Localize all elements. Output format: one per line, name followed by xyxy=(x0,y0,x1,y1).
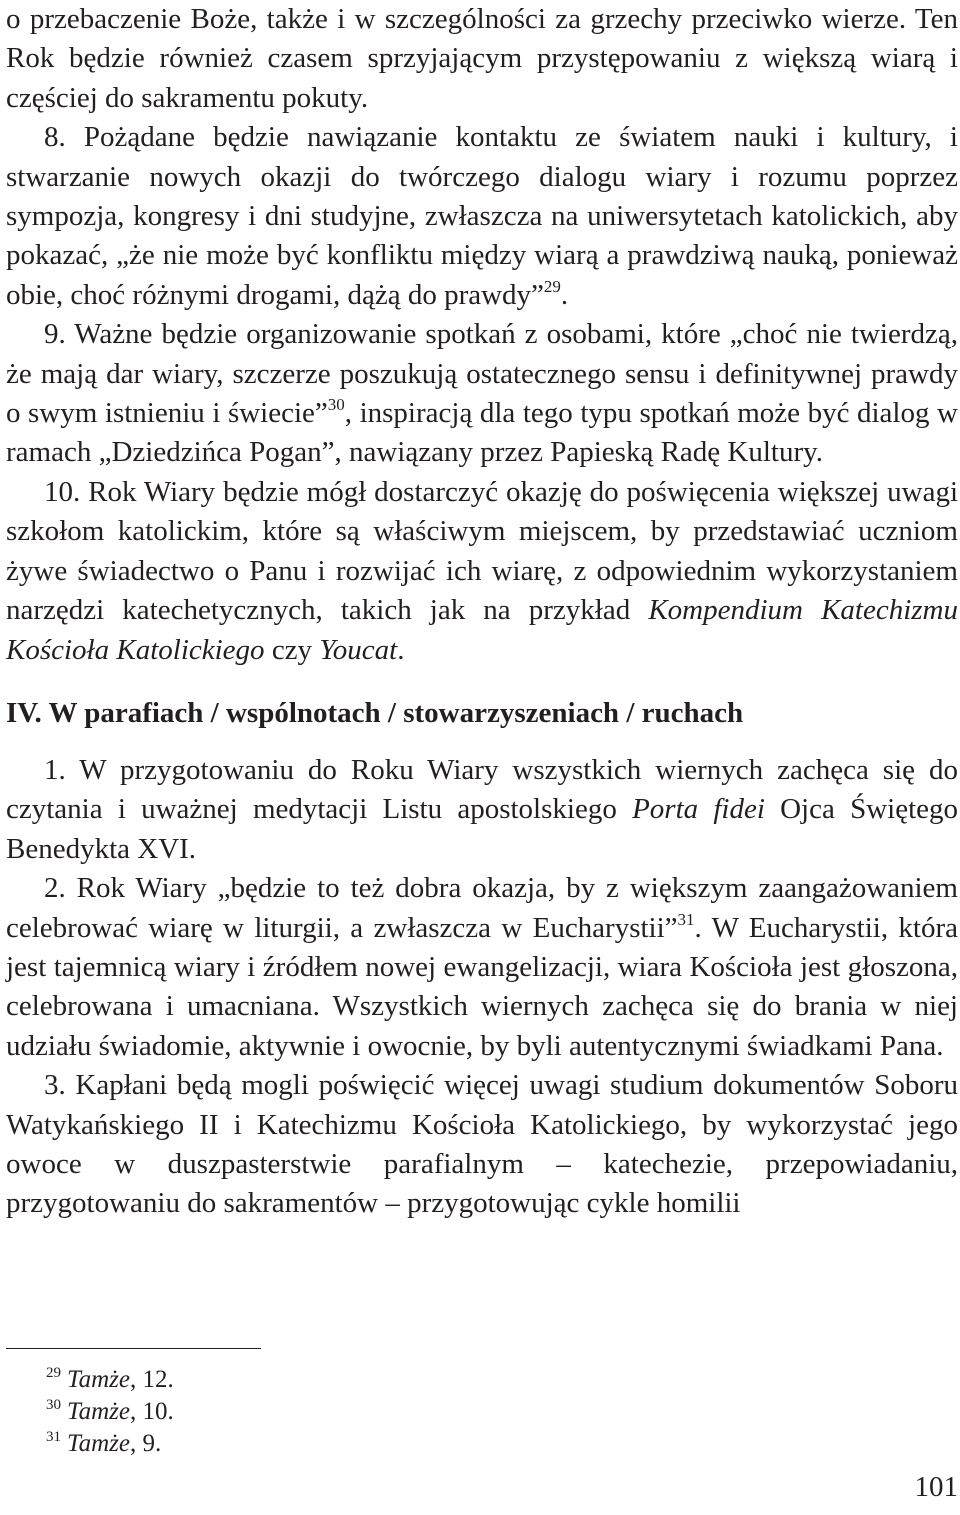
paragraph-text: 10. Rok Wiary będzie mógł dostarczyć okazję do poświęcenia większej uwagi szkołom katolickim, które są właściwym miejscem, by przedstawiać uczniom żywe świadectwo o Panu i rozwijać ich wiarę, z odpowiednim wykorzystaniem narzędzi katechetycznych, takich jak na przykład xyxy=(6,475,958,627)
footnote-ref-30[interactable]: 30 xyxy=(327,395,345,415)
footnote-ref-29[interactable]: 29 xyxy=(543,276,561,296)
paragraph-text: . W Eucharystii, która jest tajemnicą wiary i źródłem nowej ewangelizacji, wiara Kościoła jest głoszona, celebrowana i umacniana. Wszystkich wiernych zachęca się do brania w niej udziału świadomie, aktywnie i owocnie, by byli autentycznymi świadkami Pana. xyxy=(6,911,958,1062)
italic-title: Youcat xyxy=(319,633,398,666)
footnote-divider xyxy=(6,1348,261,1349)
italic-title: Kompendium Katechizmu Kościoła Katolickiego xyxy=(6,594,959,666)
paragraph-10: 10. Rok Wiary będzie mógł dostarczyć okazję do poświęcenia większej uwagi szkołom katolickim, które są właściwym miejscem, by przedstawiać uczniom żywe świadectwo o Panu i rozwijać ich wiarę, z odpowiednim wykorzystaniem narzędzi katechetycznych, takich jak na przykład Kompendium Katechizmu Kościoła Katolickiego czy Youcat. xyxy=(6,475,959,666)
section-heading: IV. W parafiach / wspólnotach / stowarzyszeniach / ruchach xyxy=(6,696,744,729)
paragraph-text: o przebaczenie Boże, także i w szczególności za grzechy przeciwko wierze. Ten Rok będzie również czasem sprzyjającym przystępowaniu z większą wiarą i częściej do sakramentu pokuty. xyxy=(6,3,958,114)
footnote: $^{29}$ Tamże, 12. xyxy=(46,1365,174,1393)
section-item-2 xyxy=(6,869,958,1066)
italic-title: Porta fidei xyxy=(632,793,765,826)
paragraph-text: , inspiracją dla tego typu spotkań może być dialog w ramach „Dziedzińca Pogan”, nawiązany przez Papieską Radę Kultury. xyxy=(6,397,958,469)
paragraph-text: 8. Pożądane będzie nawiązanie kontaktu ze światem nauki i kultury, i stwarzanie nowych okazji do twórczego dialogu wiary i rozumu poprzez sympozja, kongresy i dni studyjne, zwłaszcza na uniwersytetach katolickich, aby pokazać, „że nie może być konfliktu między wiarą a prawdziwą nauką, ponieważ obie, choć różnymi drogami, dążą do prawdy” xyxy=(6,121,958,311)
paragraph-continuation xyxy=(6,0,958,118)
footnote: $^{30}$ Tamże, 10. xyxy=(46,1397,174,1425)
paragraph-text: Ojca Świętego Benedykta XVI. xyxy=(6,793,959,865)
paragraph-text: 3. Kapłani będą mogli poświęcić więcej uwagi studium dokumentów Soboru Watykańskiego II i Katechizmu Kościoła Katolickiego, by wykorzystać jego owoce w duszpasterstwie parafialnym – katechezie, przepowiadaniu, przygotowaniu do sakramentów – przygotowując cykle homilii xyxy=(6,1069,958,1220)
paragraph-text: 9. Ważne będzie organizowanie spotkań z osobami, które „choć nie twierdzą, że mają dar wiary, szczerze poszukują ostatecznego sensu i definitywnej prawdy o swym istnieniu i świecie” xyxy=(6,318,958,430)
section-item-3 xyxy=(6,1066,958,1224)
paragraph-text: 1. W przygotowaniu do Roku Wiary wszystkich wiernych zachęca się do czytania i uważnej medytacji Listu apostolskiego xyxy=(6,753,958,826)
footnote: $^{31}$ Tamże, 9. xyxy=(46,1429,162,1457)
page-number: 101 xyxy=(914,1471,958,1503)
section-item-1 xyxy=(6,751,958,869)
page-body xyxy=(6,0,958,1224)
footnotes xyxy=(46,1364,174,1460)
paragraph-9 xyxy=(6,315,958,473)
footnote-ref-31[interactable]: 31 xyxy=(677,909,695,929)
paragraph-text: 2. Rok Wiary „będzie to też dobra okazja, by z większym zaangażowaniem celebrować wiarę w liturgii, a zwłaszcza w Eucharystii” xyxy=(6,872,958,944)
paragraph-8: 8. Pożądane będzie nawiązanie kontaktu ze światem nauki i kultury, i stwarzanie nowych okazji do twórczego dialogu wiary i rozumu poprzez sympozja, kongresy i dni studyjne, zwłaszcza na uniwersytetach katolickich, aby pokazać, „że nie może być konfliktu między wiarą a prawdziwą nauką, ponieważ obie, choć różnymi drogami, dążą do prawdy”$^{29}$. xyxy=(6,121,958,311)
